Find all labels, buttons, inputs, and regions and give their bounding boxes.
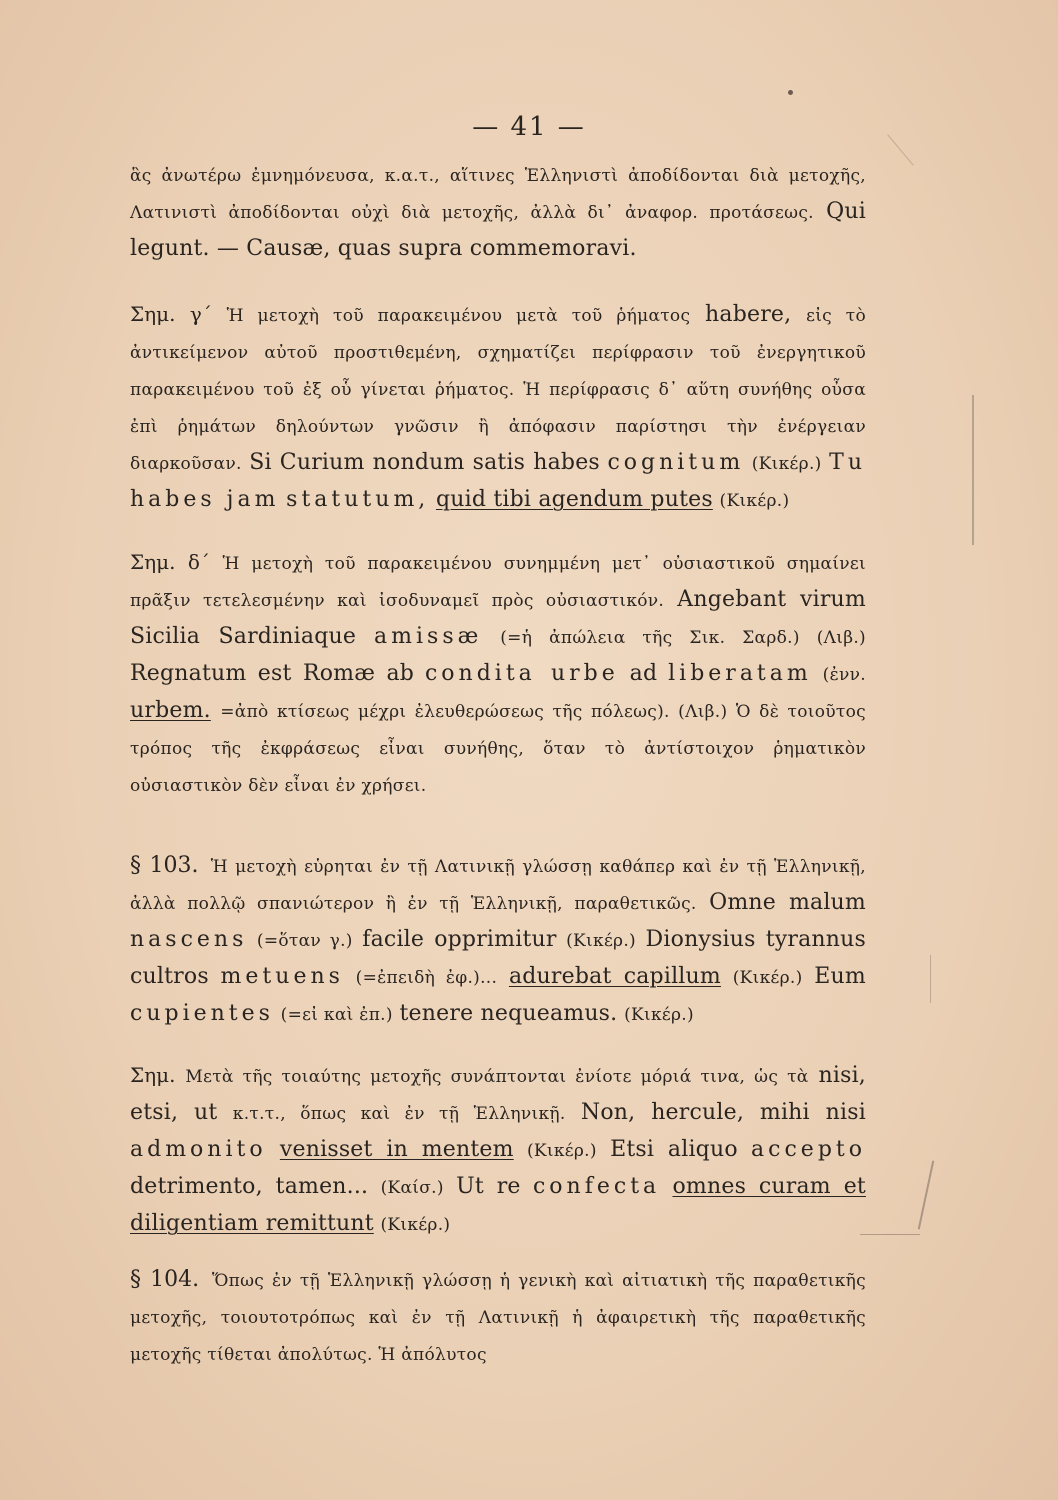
section-number: § 103. (130, 853, 199, 878)
latin-example: adurebat capillum (508, 964, 721, 989)
latin-term: urbem. (130, 698, 211, 723)
latin-emphasis: cupientes (130, 1001, 274, 1026)
margin-pencil-mark (918, 1161, 935, 1230)
citation: (=ἡ ἀπώλεια τῆς Σικ. Σαρδ.) (Λιβ.) (500, 628, 866, 648)
annotation-greek: =ἀπὸ κτίσεως μέχρι ἐλευθερώσεως τῆς πόλεως). (Λιβ.) Ὁ δὲ τοιοῦτος τρόπος τῆς ἐκφράσεως εἶναι συνήθης, ὅταν τὸ ἀντίστοιχον ῥηματικὸν οὐσιαστικὸν δὲν εἶναι ἐν χρήσει. (130, 702, 866, 796)
latin-example: Ut re (456, 1174, 521, 1199)
annotation-particles (130, 1058, 866, 1243)
latin-example: venisset in mentem (279, 1137, 514, 1162)
citation: (Κικέρ.) (526, 1141, 597, 1161)
latin-example: Tu habes jam (130, 450, 866, 512)
annotation-greek: Μετὰ τῆς τοιαύτης μετοχῆς συνάπτονται ἐνίοτε μόριά τινα, ὡς τὰ (185, 1067, 809, 1087)
annotation-greek: Ἡ μετοχὴ τοῦ παρακειμένου συνημμένη μετ᾽ οὐσιαστικοῦ σημαίνει πρᾶξιν τετελεσμένην καὶ ἰσοδυναμεῖ πρὸς οὐσιαστικόν. (130, 554, 866, 611)
annotation-label: Σημ. γ´ (130, 302, 212, 326)
latin-example: Si Curium nondum satis habes (249, 450, 600, 475)
annotation-label: Σημ. δ´ (130, 550, 210, 574)
citation: (Κικέρ.) (624, 1005, 694, 1025)
annotation-delta (130, 545, 866, 804)
intro-latin: Qui legunt. — Causæ, quas supra commemoravi. (130, 199, 866, 261)
latin-example: tenere nequeamus. (399, 1001, 618, 1026)
annotation-gamma (130, 297, 866, 519)
latin-term: nisi, etsi, ut (130, 1063, 866, 1125)
annotation-greek: εἰς τὸ ἀντικείμενον αὐτοῦ προστιθεμένη, σχηματίζει περίφρασιν τοῦ ἐνεργητικοῦ παρακειμένου τοῦ ἐξ οὗ γίνεται ῥήματος. Ἡ περίφρασις δ᾽ αὕτη συνήθης οὖσα ἐπὶ ῥημάτων δηλούντων γνῶσιν ἢ ἀπόφασιν παρίστησι τὴν ἐνέργειαν διαρκοῦσαν. (130, 306, 866, 474)
margin-pencil-mark (972, 395, 974, 545)
latin-example: Dionysius tyrannus cultros (130, 927, 866, 989)
latin-example: Eum (814, 964, 866, 989)
latin-example: Regnatum est Romæ ab (130, 661, 415, 686)
latin-emphasis: nascens (130, 927, 248, 952)
latin-emphasis: amissæ (374, 624, 483, 649)
annotation-label: Σημ. (130, 1063, 176, 1087)
section-103 (130, 848, 866, 1033)
latin-emphasis: statutum, (286, 487, 430, 512)
latin-emphasis: condita urbe (424, 661, 619, 686)
section-greek: Ἡ μετοχὴ εὑρηται ἐν τῇ Λατινικῇ γλώσσῃ καθάπερ καὶ ἐν τῇ Ἑλληνικῇ, ἀλλὰ πολλῷ σπανιώτερον ἢ ἐν τῇ Ἑλληνικῇ, παραθετικῶς. (130, 857, 866, 914)
page-number: — 41 — (472, 112, 586, 142)
annotation-greek: (ἐνν. (822, 665, 866, 685)
annotation-greek: κ.τ.τ., ὅπως καὶ ἐν τῇ Ἑλληνικῇ. (232, 1104, 566, 1124)
citation: (=ἐπειδὴ ἐφ.)... (355, 968, 498, 988)
latin-example: omnes curam et diligentiam remittunt (130, 1174, 866, 1236)
latin-emphasis: liberatam (668, 661, 812, 686)
latin-emphasis: confecta (532, 1174, 661, 1199)
latin-example: Non, hercule, mihi nisi (580, 1100, 866, 1125)
intro-greek: ἃς ἀνωτέρω ἐμνημόνευσα, κ.α.τ., αἵτινες Ἑλληνιστὶ ἀποδίδονται διὰ μετοχῆς, Λατινιστὶ ἀποδίδονται οὐχὶ διὰ μετοχῆς, ἀλλὰ δι᾽ ἀναφορ. προτάσεως. (130, 166, 866, 223)
latin-emphasis: accepto (751, 1137, 866, 1162)
section-number: § 104. (130, 1267, 200, 1292)
latin-example: Omne malum (709, 890, 866, 915)
section-greek: Ὅπως ἐν τῇ Ἑλληνικῇ γλώσσῃ ἡ γενικὴ καὶ αἰτιατικὴ τῆς παραθετικῆς μετοχῆς, τοιουτοτρόπως καὶ ἐν τῇ Λατινικῇ ἡ ἀφαιρετικὴ τῆς παραθετικῆς μετοχῆς τίθεται ἀπολύτως. Ἡ ἀπόλυτος (130, 1271, 866, 1365)
latin-example: Etsi aliquo (610, 1137, 738, 1162)
citation: (Κικέρ.) (732, 968, 803, 988)
margin-pencil-mark (930, 955, 931, 1003)
intro-paragraph (130, 157, 866, 266)
latin-example: facile opprimitur (362, 927, 557, 952)
latin-emphasis: cognitum (607, 450, 745, 475)
latin-emphasis: metuens (220, 964, 344, 989)
margin-pencil-mark (860, 1234, 920, 1235)
citation: (Κικέρ.) (719, 491, 790, 511)
citation: (=εἰ καὶ ἐπ.) (280, 1005, 393, 1025)
citation: (Κικέρ.) (380, 1215, 451, 1235)
latin-example: ad (629, 661, 658, 686)
citation: (Κικέρ.) (751, 454, 822, 474)
latin-term: habere, (705, 302, 792, 327)
citation: (=ὅταν γ.) (256, 931, 353, 951)
latin-example: quid tibi agendum putes (435, 487, 713, 512)
latin-example: detrimento, tamen... (130, 1174, 369, 1199)
ink-dot (788, 90, 793, 95)
latin-example: Angebant virum Sicilia Sardiniaque (130, 587, 866, 649)
citation: (Καίσ.) (380, 1178, 444, 1198)
annotation-greek: Ἡ μετοχὴ τοῦ παρακειμένου μετὰ τοῦ ῥήματος (226, 306, 691, 326)
section-104 (130, 1262, 866, 1373)
citation: (Κικέρ.) (566, 931, 636, 951)
latin-emphasis: admonito (130, 1137, 267, 1162)
